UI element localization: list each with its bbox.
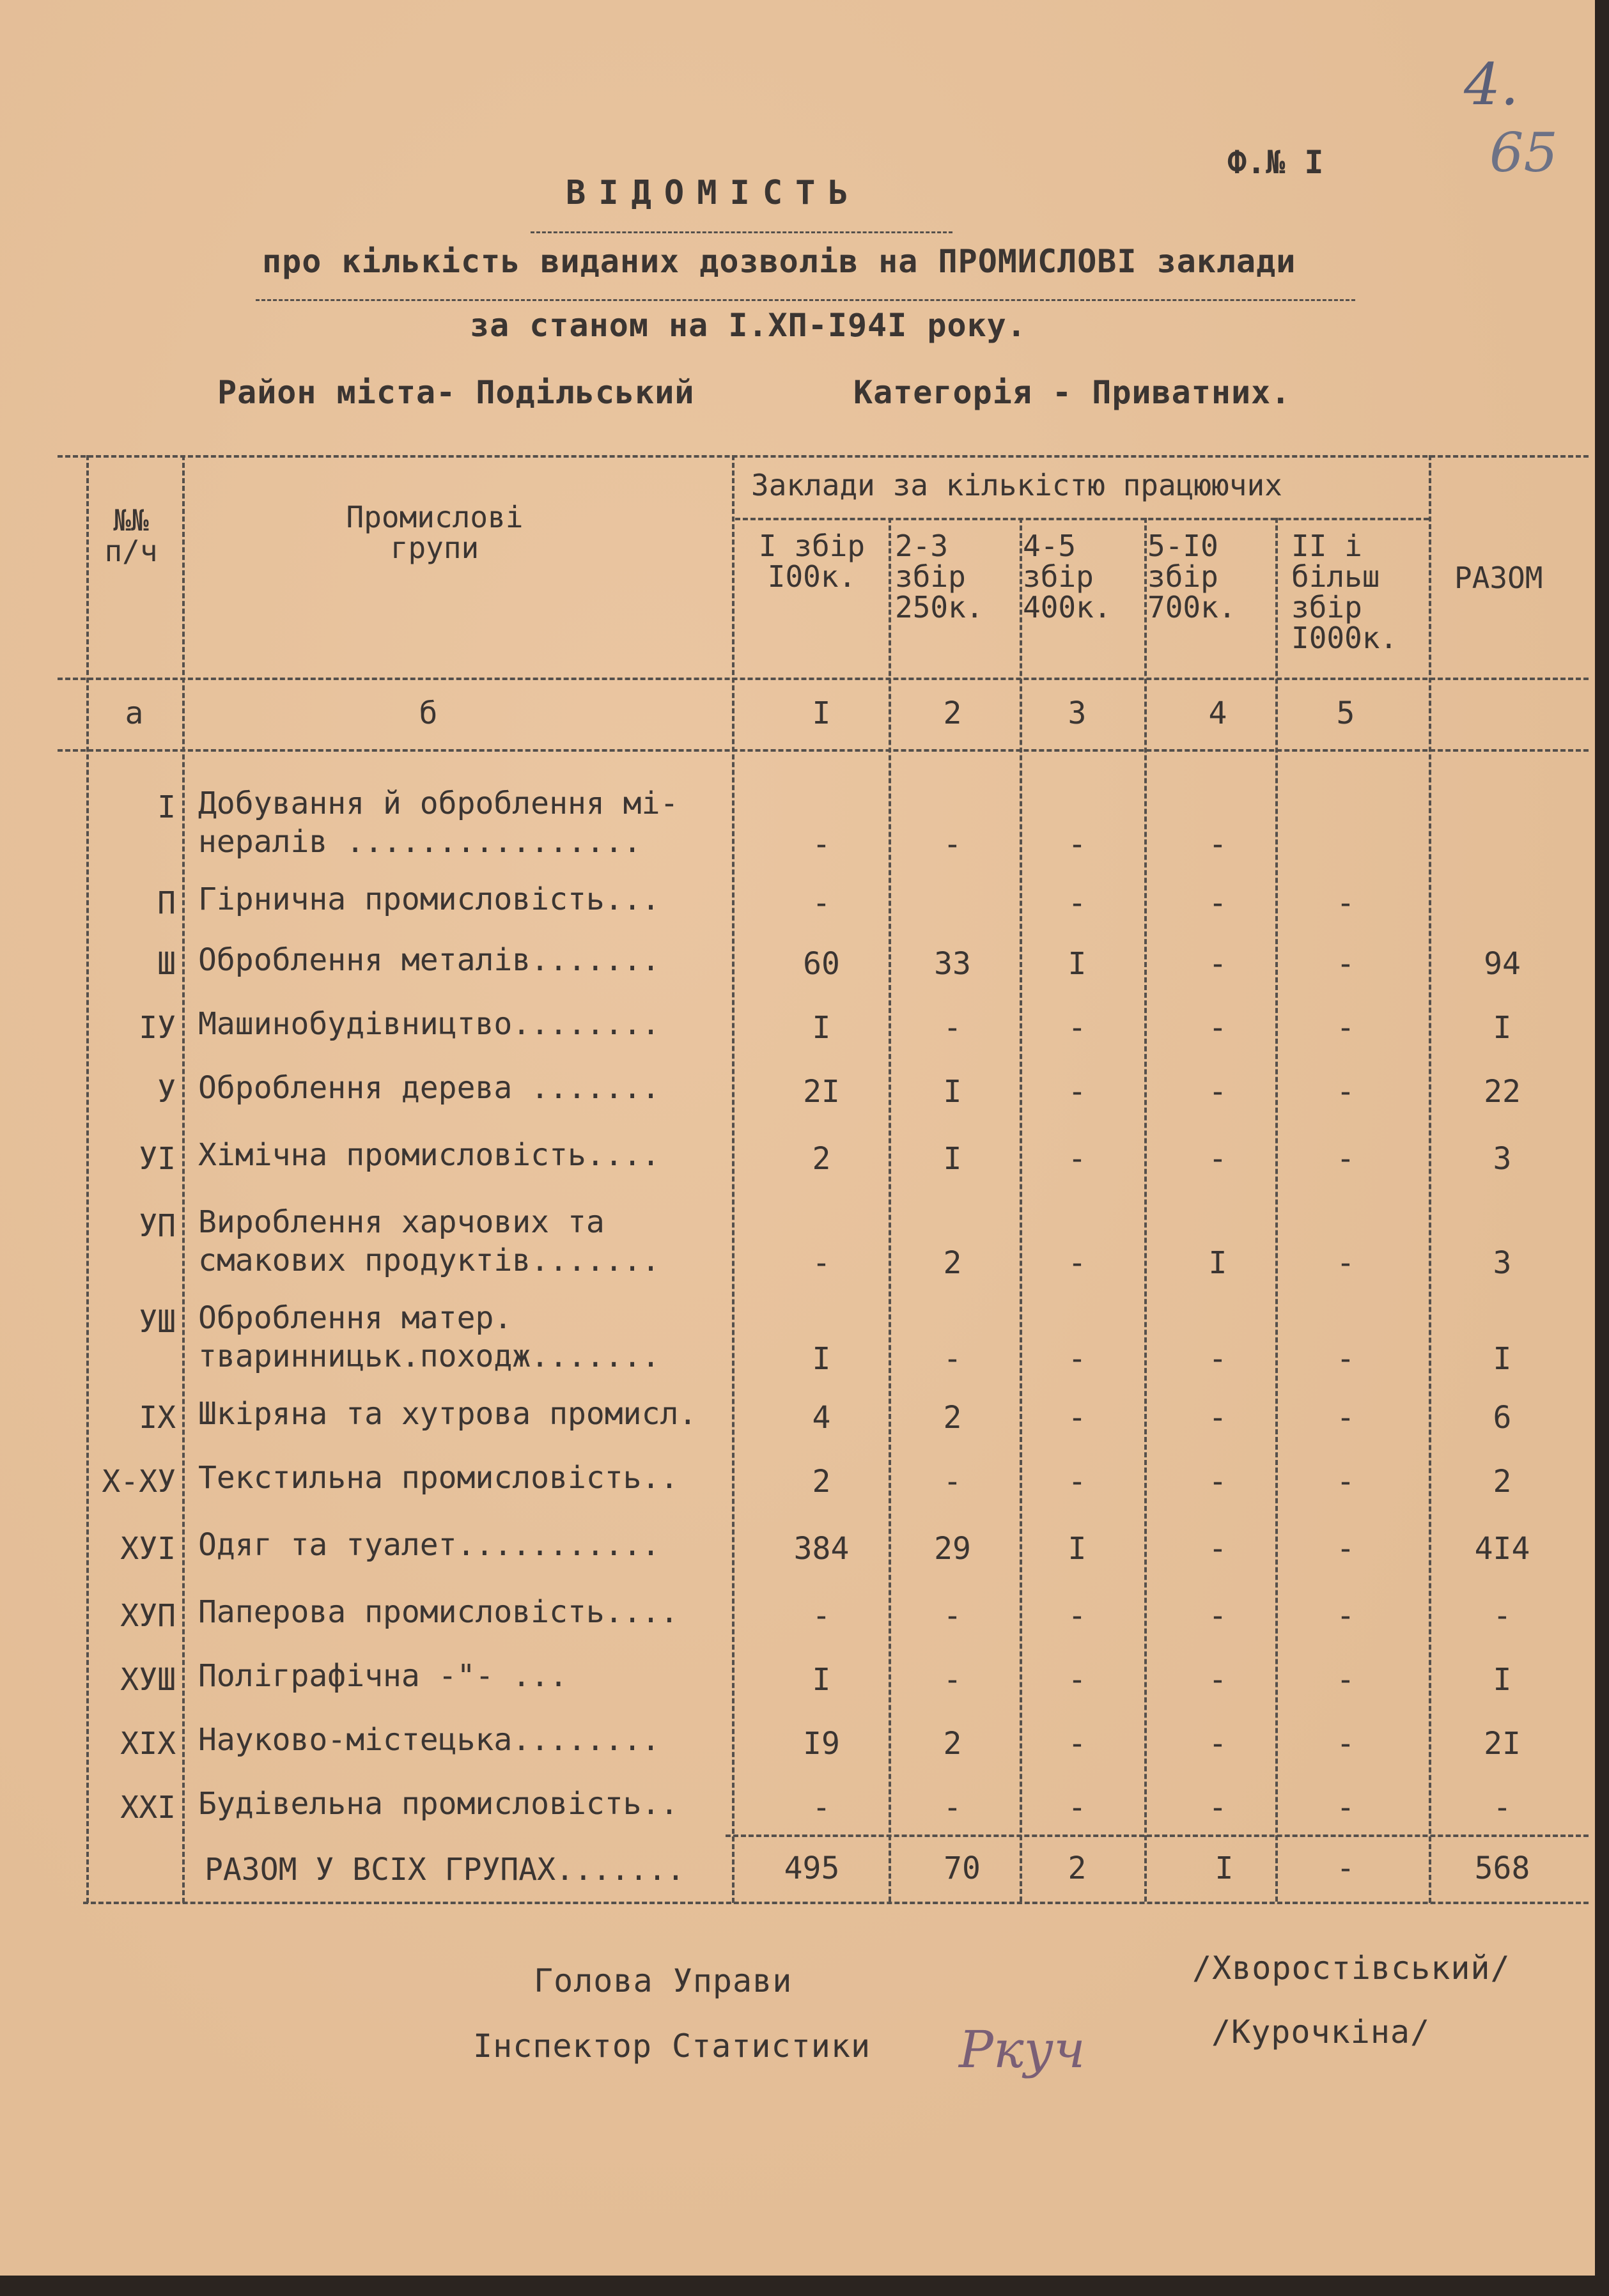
row-value-c3: - [1068,1010,1087,1046]
row-value-c4: - [1208,1400,1227,1436]
row-value-c1: I [812,1341,831,1377]
subtitle-underline [256,299,1355,301]
subtitle-line-2: за станом на I.XП-I94I року. [470,307,1027,344]
row-number: I [157,789,176,825]
row-value-c4: - [1208,885,1227,921]
row-value-c5: - [1336,1245,1355,1281]
row-group-name: Хімічна промисловість.... [198,1137,660,1173]
col-sep-4 [1020,518,1022,1902]
row-value-c2: 2 [943,1726,962,1762]
row-value-c4: - [1208,1531,1227,1567]
col-sep-6 [1275,518,1278,1902]
row-value-c1: 2 [812,1141,831,1177]
total-row-c5: - [1336,1850,1355,1886]
row-value-total: 3 [1493,1245,1512,1281]
table-top-border [58,455,1589,458]
row-number: XIX [120,1726,176,1762]
row-number: УI [139,1141,176,1177]
row-value-c3: - [1068,1726,1087,1762]
row-value-c3: - [1068,826,1087,862]
row-value-total: 94 [1484,946,1521,982]
row-value-total: 3 [1493,1141,1512,1177]
row-value-c1: 60 [803,946,840,982]
numbers-bottom-border [58,749,1589,752]
row-value-c3: - [1068,1464,1087,1500]
row-number: XУШ [120,1662,176,1698]
row-value-total: 22 [1484,1074,1521,1110]
row-group-name: Гірнична промисловість... [198,881,660,917]
row-value-c1: - [812,1598,831,1634]
row-value-c3: - [1068,1074,1087,1110]
total-row-label: РАЗОМ У ВСІХ ГРУПАХ....... [205,1852,685,1888]
row-group-name: Шкіряна та хутрова промисл. [198,1396,697,1432]
row-value-c2: - [943,1662,962,1698]
row-value-c1: 2I [803,1074,840,1110]
row-number: П [157,885,176,921]
row-value-c4: - [1208,1010,1227,1046]
row-value-c1: - [812,885,831,921]
row-value-total: I [1493,1662,1512,1698]
head-title: Голова Управи [534,1962,793,1999]
row-value-c5: - [1336,1341,1355,1377]
row-group-name: Будівельна промисловість.. [198,1786,679,1822]
row-number: УШ [139,1304,176,1340]
inspector-signature: Ркуч [959,2020,1085,2079]
row-value-c2: - [943,1010,962,1046]
col-header-c3: 4-5 збір 400к. [1023,529,1112,624]
row-value-c4: - [1208,1662,1227,1698]
row-value-c5: - [1336,1010,1355,1046]
row-value-c1: 384 [793,1531,850,1567]
row-value-c3: - [1068,1662,1087,1698]
folio-number: 4. [1464,51,1519,118]
col-num-3: 3 [1068,695,1087,731]
row-group-name: Науково-містецька........ [198,1722,660,1758]
row-value-c3: - [1068,1141,1087,1177]
total-row-c3: 2 [1068,1850,1087,1886]
row-value-total: I [1493,1010,1512,1046]
title-underline [531,231,952,233]
row-value-c3: I [1068,946,1087,982]
subtitle-line-1: про кількість виданих дозволів на ПРОМИСЛОВІ заклади [262,243,1296,280]
total-row-c2: 70 [944,1850,981,1886]
header-sub-border [735,518,1429,520]
col-header-groups: Промислові групи [346,500,524,565]
row-group-name: Одяг та туалет........... [198,1527,660,1563]
col-header-c1: I збір I00к. [758,529,866,594]
form-number: Ф.№ I [1227,144,1324,181]
row-value-c2: 29 [934,1531,971,1567]
row-number: XXI [120,1790,176,1826]
col-header-c2: 2-3 збір 250к. [895,529,984,624]
row-value-total: 2I [1484,1726,1521,1762]
row-value-c5: - [1336,1074,1355,1110]
row-number: XУI [120,1531,176,1567]
row-value-c5: - [1336,1400,1355,1436]
header-bottom-border [58,678,1589,680]
row-value-c2: I [943,1074,962,1110]
row-value-c3: I [1068,1531,1087,1567]
row-value-total: - [1493,1790,1512,1826]
row-group-name: Текстильна промисловість.. [198,1460,679,1496]
row-value-c4: - [1208,1790,1227,1826]
row-value-c5: - [1336,1726,1355,1762]
col-num-b: б [419,695,438,731]
row-number: УП [139,1208,176,1244]
col-num-2: 2 [943,695,962,731]
row-value-c5: - [1336,1141,1355,1177]
row-value-c3: - [1068,1598,1087,1634]
col-sep-1 [182,455,185,1903]
row-value-c5: - [1336,1662,1355,1698]
row-value-c5: - [1336,946,1355,982]
category-label: Категорія - Приватних. [853,374,1291,411]
row-value-c2: 33 [934,946,971,982]
row-value-c5: - [1336,1598,1355,1634]
col-header-total: РАЗОМ [1454,561,1543,595]
row-value-c1: - [812,826,831,862]
total-top-border [726,1834,1589,1837]
total-row-c4: I [1215,1850,1234,1886]
row-group-name: Оброблення металів....... [198,942,660,978]
row-value-c5: - [1336,1464,1355,1500]
col-header-c5: II і більш збір I000к. [1291,529,1398,655]
row-value-total: 2 [1493,1464,1512,1500]
row-group-name: Добування й оброблення мі- нералів ................ [198,786,679,860]
row-group-name: Поліграфічна -"- ... [198,1658,568,1694]
col-num-4: 4 [1208,695,1227,731]
row-value-c3: - [1068,1400,1087,1436]
row-value-total: I [1493,1341,1512,1377]
row-value-c1: I [812,1662,831,1698]
row-value-c1: 2 [812,1464,831,1500]
row-value-c5: - [1336,1531,1355,1567]
row-value-c4: - [1208,1598,1227,1634]
col-header-no: №№ п/ч [104,503,158,568]
row-value-c1: I [812,1010,831,1046]
row-value-c4: I [1208,1245,1227,1281]
row-number: У [157,1074,176,1110]
row-number: IУ [139,1010,176,1046]
row-value-total: - [1493,1598,1512,1634]
row-value-c5: - [1336,885,1355,921]
row-value-c4: - [1208,1726,1227,1762]
inspector-name: /Курочкіна/ [1211,2013,1431,2051]
row-value-c4: - [1208,1464,1227,1500]
row-value-c2: 2 [943,1245,962,1281]
row-value-c1: 4 [812,1400,831,1436]
row-value-c4: - [1208,1341,1227,1377]
col-num-1: I [812,695,831,731]
row-value-c1: I9 [803,1726,840,1762]
col-sep-5 [1144,518,1147,1902]
row-value-c3: - [1068,1790,1087,1826]
col-sep-left [86,455,89,1903]
total-row-c1: 495 [784,1850,840,1886]
row-value-c2: - [943,1790,962,1826]
page-number: 65 [1489,121,1558,184]
col-header-establishments: Заклади за кількістю працюючих [751,468,1282,502]
row-number: X-XУ [102,1464,176,1500]
inspector-title: Інспектор Статистики [473,2028,871,2065]
row-value-c3: - [1068,885,1087,921]
row-number: IX [139,1400,176,1436]
row-group-name: Вироблення харчових та смакових продуктів....... [198,1204,660,1278]
row-value-c1: - [812,1790,831,1826]
document-title: ВІДОМІСТЬ [566,174,861,212]
total-row-total: 568 [1474,1850,1530,1886]
row-value-c2: - [943,826,962,862]
row-value-c2: - [943,1341,962,1377]
col-num-a: а [125,695,144,731]
row-value-c5: - [1336,1790,1355,1826]
table-bottom-border [83,1902,1589,1904]
row-number: XУП [120,1598,176,1634]
district-label: Район міста- Подільський [217,374,695,411]
row-value-c4: - [1208,1074,1227,1110]
row-value-c2: - [943,1598,962,1634]
row-value-c4: - [1208,946,1227,982]
row-group-name: Оброблення матер. тваринницьк.походж....... [198,1300,660,1374]
row-value-c4: - [1208,826,1227,862]
col-sep-3 [889,518,891,1902]
col-num-5: 5 [1336,695,1355,731]
row-group-name: Паперова промисловість.... [198,1594,679,1630]
row-value-c3: - [1068,1341,1087,1377]
row-value-c2: 2 [943,1400,962,1436]
head-name: /Хворостівський/ [1192,1950,1511,1987]
row-value-c3: - [1068,1245,1087,1281]
row-group-name: Оброблення дерева ....... [198,1070,660,1106]
row-group-name: Машинобудівництво........ [198,1006,660,1042]
row-value-total: 4I4 [1474,1531,1530,1567]
row-value-c2: I [943,1141,962,1177]
col-header-c4: 5-I0 збір 700к. [1147,529,1236,624]
row-value-total: 6 [1493,1400,1512,1436]
col-sep-7 [1429,455,1431,1903]
row-value-c2: - [943,1464,962,1500]
row-value-c4: - [1208,1141,1227,1177]
row-value-c1: - [812,1245,831,1281]
row-number: Ш [157,946,176,982]
